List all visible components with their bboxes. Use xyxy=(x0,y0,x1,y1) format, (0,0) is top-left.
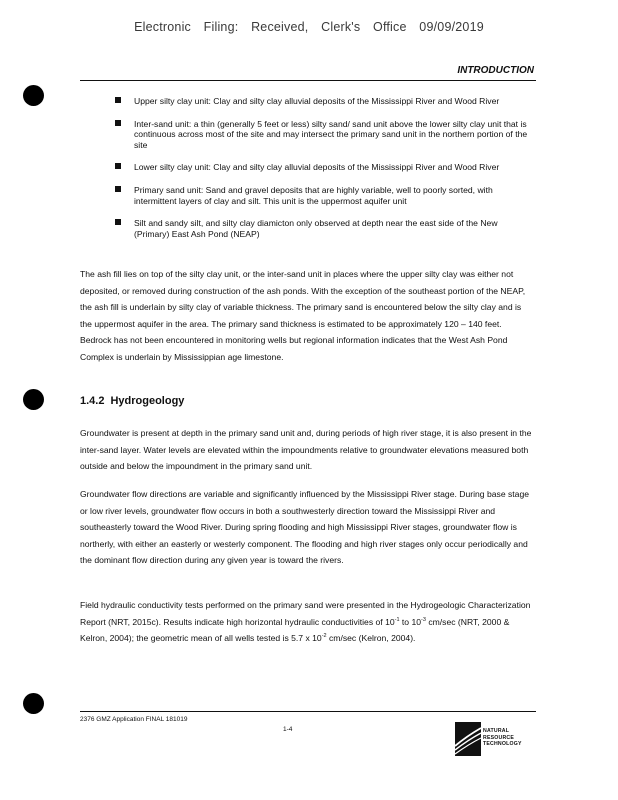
bullet-square-icon xyxy=(115,120,121,126)
section-heading xyxy=(80,395,184,407)
list-item: Lower silty clay unit: Clay and silty clay alluvial deposits of the Mississippi River and Wood River xyxy=(115,162,535,173)
nrt-logo xyxy=(453,720,543,760)
stratigraphy-list xyxy=(115,96,535,251)
document-id: 2376 GMZ Application FINAL 181019 xyxy=(80,716,188,723)
punch-hole-middle xyxy=(23,389,44,410)
logo-wordmark: NATURAL RESOURCE TECHNOLOGY xyxy=(483,728,522,748)
punch-hole-bottom xyxy=(23,693,44,714)
punch-hole-top xyxy=(23,85,44,106)
bullet-square-icon xyxy=(115,97,121,103)
nrt-swoosh-icon xyxy=(453,720,483,758)
list-item: Inter-sand unit: a thin (generally 5 feet or less) silty sand/ sand unit above the lower silty clay unit that is continuous across most of the site and may intersect the primary sand unit in the northern portion of the site xyxy=(115,119,535,151)
header-rule xyxy=(80,80,536,81)
footer-rule xyxy=(80,711,536,712)
bullet-square-icon xyxy=(115,163,121,169)
list-item: Primary sand unit: Sand and gravel deposits that are highly variable, well to poorly sorted, with intermittent layers of clay and silt. This unit is the uppermost aquifer unit xyxy=(115,185,535,206)
section-title: Hydrogeology xyxy=(110,395,185,407)
section-label: INTRODUCTION xyxy=(457,65,534,76)
hydraulic-conductivity-paragraph: Field hydraulic conductivity tests performed on the primary sand were presented in the Hydrogeologic Characterization Report (NRT, 2015c). Results indicate high horizontal hydraulic conductivities of $10^{-1}$ to $10^{-3}$ cm/sec (NRT, 2000 & Kelron, 2004); the geometric mean of all wells tested is 5.7 x $10^{-2}$ cm/sec (Kelron, 2004). xyxy=(80,600,531,644)
section-number: 1.4.2 xyxy=(80,395,105,407)
page-number: 1-4 xyxy=(283,726,293,733)
flow-direction-paragraph: Groundwater flow directions are variable and significantly influenced by the Mississippi River stage. During base stage or low river levels, groundwater flow occurs in both a southwesterly direction toward the Mississippi River and southeasterly toward the Wood River. During spring flooding and high Mississippi River stages, groundwater flow is northerly, with either an easterly or westerly component. The flooding and high river stages only occur periodically and the dominant flow direction during any given year is toward the rivers. xyxy=(80,489,530,566)
list-item: Silt and sandy silt, and silty clay diamicton only observed at depth near the east side of the New (Primary) East Ash Pond (NEAP) xyxy=(115,218,535,239)
filing-stamp: Electronic Filing: Received, Clerk's Office 09/09/2019 xyxy=(134,20,484,34)
ash-fill-paragraph: The ash fill lies on top of the silty clay unit, or the inter-sand unit in places where the upper silty clay was either not deposited, or removed during construction of the ash ponds. With the exception of the southeast portion of the NEAP, the ash fill is underlain by silty clay of variable thickness. The primary sand is encountered below the silty clay and is the uppermost aquifer in the area. The primary sand thickness is estimated to be approximately 120 – 140 feet. Bedrock has not been encountered in monitoring wells but regional information indicates that the West Ash Pond Complex is underlain by Mississippian age limestone. xyxy=(80,269,526,362)
groundwater-paragraph: Groundwater is present at depth in the primary sand unit and, during periods of high river stage, it is also present in the inter-sand layer. Water levels are elevated within the impoundments relative to groundwater elevations measured both outside and below the impoundment in the primary sand unit. xyxy=(80,428,532,472)
list-item: Upper silty clay unit: Clay and silty clay alluvial deposits of the Mississippi River and Wood River xyxy=(115,96,535,107)
bullet-square-icon xyxy=(115,219,121,225)
bullet-square-icon xyxy=(115,186,121,192)
